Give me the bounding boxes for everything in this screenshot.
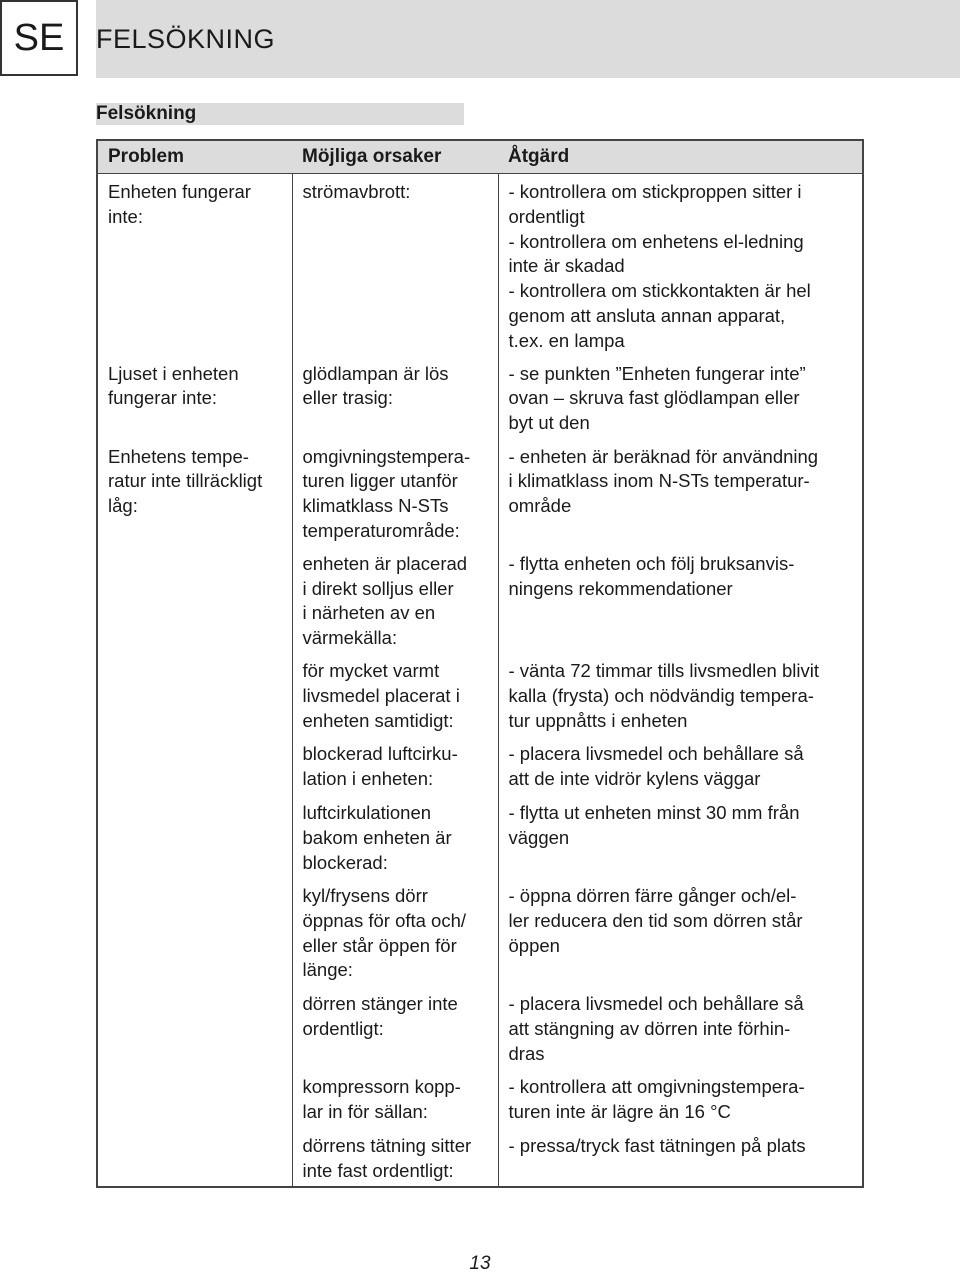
table-row xyxy=(97,795,863,878)
cell-text-line: område xyxy=(508,495,572,517)
action-cell xyxy=(498,546,863,653)
table-row xyxy=(97,174,863,356)
cell-text-line: kompressorn kopp- xyxy=(302,1075,461,1097)
cell-text-line: ovan – skruva fast glödlampan eller xyxy=(508,387,800,409)
action-cell xyxy=(498,878,863,986)
cell-text-line: - placera livsmedel och behållare så xyxy=(508,992,804,1014)
table-row xyxy=(97,986,863,1069)
cell-text-line: enheten är placerad xyxy=(302,552,468,574)
table-row xyxy=(97,736,863,795)
cell-text-line: inte är skadad xyxy=(508,255,625,277)
cell-text-line: - vänta 72 timmar tills livsmedlen blivit xyxy=(508,659,819,681)
cell-text-line: - kontrollera om stickproppen sitter i xyxy=(508,181,802,202)
cell-text-line: dörren stänger inte xyxy=(302,992,458,1014)
table-row xyxy=(97,439,863,546)
cell-text-line: - flytta enheten och följ bruksanvis- xyxy=(508,552,795,574)
table-header-row xyxy=(97,140,863,174)
cell-text-line: eller står öppen för xyxy=(302,934,457,956)
problem-cell xyxy=(97,986,292,1069)
cell-text-line: luftcirkulationen xyxy=(302,801,432,823)
cell-text-line: att de inte vidrör kylens väggar xyxy=(508,767,761,789)
cell-text-line: byt ut den xyxy=(508,412,590,434)
action-cell xyxy=(498,439,863,546)
cell-text-line: i direkt solljus eller xyxy=(302,577,454,599)
section-heading-bar xyxy=(96,103,464,125)
page-title: FELSÖKNING xyxy=(96,23,276,54)
cell-text-line: turen inte är lägre än 16 °C xyxy=(508,1100,731,1122)
cell-text-line: inte: xyxy=(108,205,143,227)
cause-cell xyxy=(292,356,498,439)
cell-text-line: lar in för sällan: xyxy=(302,1100,428,1122)
cause-cell xyxy=(292,653,498,736)
action-cell xyxy=(498,1128,863,1187)
cell-text-line: ordentligt xyxy=(508,205,585,227)
cell-text-line: glödlampan är lös xyxy=(302,362,449,384)
problem-cell xyxy=(97,546,292,653)
cell-text-line: strömavbrott: xyxy=(302,181,411,202)
cell-text-line: - öppna dörren färre gånger och/el- xyxy=(508,884,797,906)
cell-text-line: ratur inte tillräckligt xyxy=(108,470,263,492)
cause-cell xyxy=(292,736,498,795)
cell-text-line: - kontrollera om stickkontakten är hel xyxy=(508,280,811,302)
table-body xyxy=(97,174,863,1187)
problem-cell xyxy=(97,356,292,439)
page-header-bar xyxy=(96,0,960,78)
cell-text-line: - kontrollera att omgivningstempera- xyxy=(508,1075,805,1097)
table-row xyxy=(97,653,863,736)
cause-cell xyxy=(292,546,498,653)
table-row xyxy=(97,546,863,653)
cell-text-line: för mycket varmt xyxy=(302,659,440,681)
problem-cell xyxy=(97,174,292,356)
cell-text-line: livsmedel placerat i xyxy=(302,684,460,706)
column-header-problem: Problem xyxy=(97,140,292,174)
language-code-box xyxy=(0,0,78,76)
action-cell xyxy=(498,653,863,736)
cell-text-line: öppen xyxy=(508,934,560,956)
table-row xyxy=(97,1128,863,1187)
cell-text-line: - kontrollera om enhetens el-ledning xyxy=(508,230,804,252)
cell-text-line: kyl/frysens dörr xyxy=(302,884,428,906)
cell-text-line: eller trasig: xyxy=(302,387,393,409)
cell-text-line: - placera livsmedel och behållare så xyxy=(508,742,804,764)
cause-cell xyxy=(292,1128,498,1187)
cell-text-line: värmekälla: xyxy=(302,627,398,649)
cell-text-line: enheten samtidigt: xyxy=(302,709,454,731)
cause-cell xyxy=(292,986,498,1069)
problem-cell xyxy=(97,1069,292,1128)
action-cell xyxy=(498,174,863,356)
table-row xyxy=(97,878,863,986)
cell-text-line: - flytta ut enheten minst 30 mm från xyxy=(508,801,800,823)
cell-text-line: Enhetens tempe- xyxy=(108,445,249,467)
column-header-action: Åtgärd xyxy=(498,140,863,174)
problem-cell xyxy=(97,1128,292,1187)
cell-text-line: - enheten är beräknad för användning xyxy=(508,445,819,467)
cell-text-line: blockerad: xyxy=(302,851,388,873)
cell-text-line: inte fast ordentligt: xyxy=(302,1159,454,1181)
cell-text-line: väggen xyxy=(508,826,570,848)
cell-text-line: länge: xyxy=(302,959,353,981)
cell-text-line: turen ligger utanför xyxy=(302,470,458,492)
cell-text-line: t.ex. en lampa xyxy=(508,329,625,351)
action-cell xyxy=(498,356,863,439)
cause-cell xyxy=(292,1069,498,1128)
cell-text-line: dras xyxy=(508,1042,545,1064)
action-cell xyxy=(498,795,863,878)
cell-text-line: temperaturområde: xyxy=(302,519,460,541)
troubleshooting-table xyxy=(96,139,864,1188)
problem-cell xyxy=(97,653,292,736)
cell-text-line: genom att ansluta annan apparat, xyxy=(508,304,786,326)
cell-text-line: kalla (frysta) och nödvändig tempera- xyxy=(508,684,814,706)
cell-text-line: Enheten fungerar xyxy=(108,181,251,202)
cell-text-line: - se punkten ”Enheten fungerar inte” xyxy=(508,362,806,384)
problem-cell xyxy=(97,878,292,986)
table-row xyxy=(97,356,863,439)
cell-text-line: att stängning av dörren inte förhin- xyxy=(508,1017,791,1039)
cell-text-line: bakom enheten är xyxy=(302,826,452,848)
cell-text-line: lation i enheten: xyxy=(302,767,434,789)
action-cell xyxy=(498,1069,863,1128)
cause-cell xyxy=(292,439,498,546)
cell-text-line: klimatklass N-STs xyxy=(302,495,449,517)
cause-cell xyxy=(292,174,498,356)
problem-cell xyxy=(97,439,292,546)
cell-text-line: öppnas för ofta och/ xyxy=(302,909,467,931)
cell-text-line: i närheten av en xyxy=(302,602,436,624)
cell-text-line: Ljuset i enheten xyxy=(108,362,239,384)
cell-text-line: omgivningstempera- xyxy=(302,445,471,467)
cell-text-line: låg: xyxy=(108,495,138,517)
cell-text-line: tur uppnåtts i enheten xyxy=(508,709,688,731)
cause-cell xyxy=(292,878,498,986)
table-row xyxy=(97,1069,863,1128)
cell-text-line: fungerar inte: xyxy=(108,387,218,409)
page-number: 13 xyxy=(469,1253,491,1274)
language-code: SE xyxy=(13,16,65,59)
cell-text-line: - pressa/tryck fast tätningen på plats xyxy=(508,1134,806,1156)
action-cell xyxy=(498,736,863,795)
column-header-causes: Möjliga orsaker xyxy=(292,140,498,174)
section-title: Felsökning xyxy=(96,103,197,124)
problem-cell xyxy=(97,795,292,878)
cell-text-line: ler reducera den tid som dörren står xyxy=(508,909,803,931)
cell-text-line: i klimatklass inom N-STs temperatur- xyxy=(508,470,810,492)
problem-cell xyxy=(97,736,292,795)
cell-text-line: ningens rekommendationer xyxy=(508,577,733,599)
action-cell xyxy=(498,986,863,1069)
cell-text-line: blockerad luftcirku- xyxy=(302,742,458,764)
cell-text-line: ordentligt: xyxy=(302,1017,384,1039)
cell-text-line: dörrens tätning sitter xyxy=(302,1134,472,1156)
cause-cell xyxy=(292,795,498,878)
